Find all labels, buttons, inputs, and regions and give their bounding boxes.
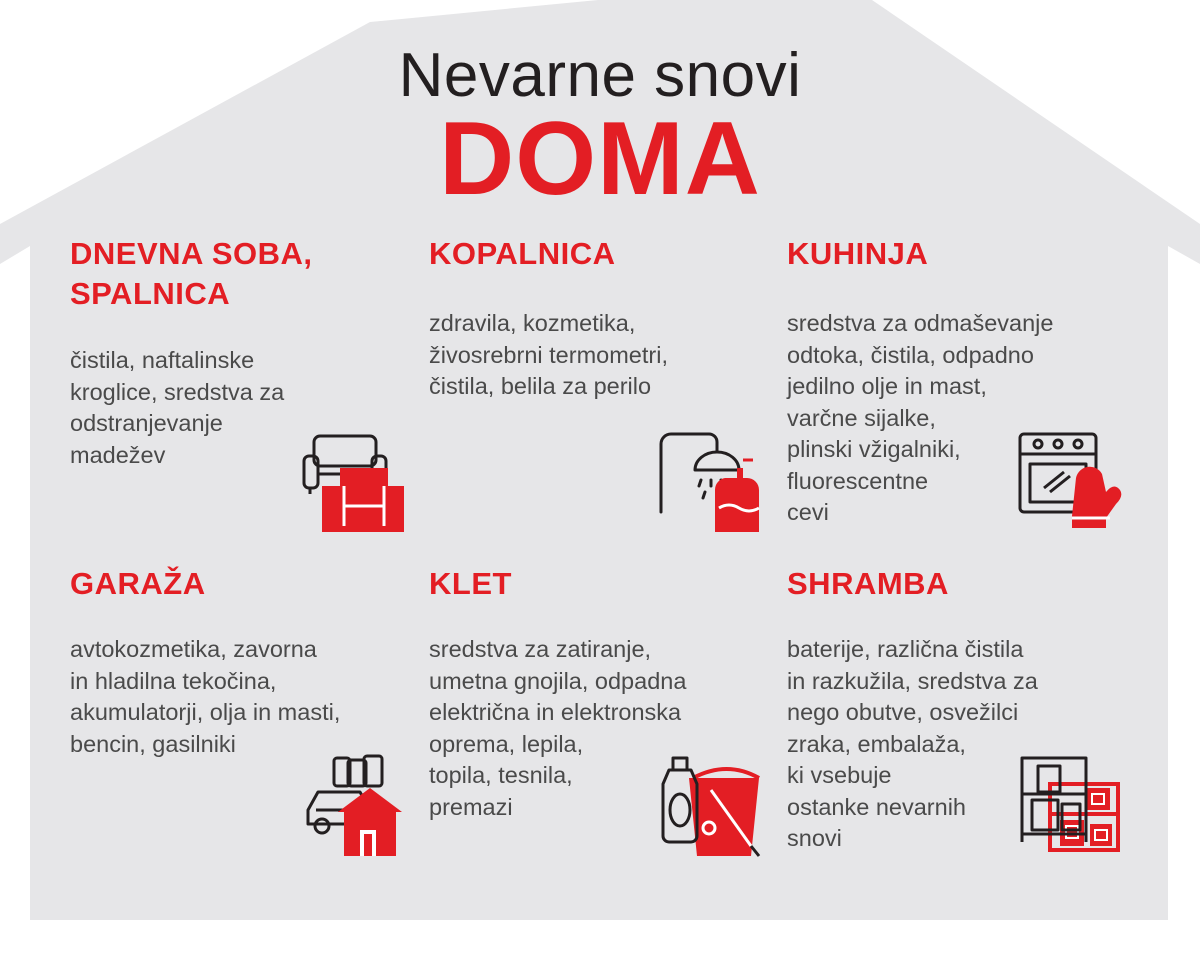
- room-title: KLET: [429, 566, 512, 601]
- room-kopalnica: [429, 234, 769, 403]
- sofa-armchair-icon: [300, 430, 408, 534]
- oven-mitt-icon: [1016, 430, 1124, 534]
- room-garaza: [70, 564, 410, 760]
- room-title: SHRAMBA: [787, 566, 949, 601]
- room-text: čistila, naftalinske kroglice, sredstva za odstranjevanje madežev: [70, 347, 285, 468]
- room-title: KUHINJA: [787, 236, 929, 271]
- room-text: avtokozmetika, zavorna in hladilna tekočina, akumulatorji, olja in masti, bencin, gasilniki: [70, 636, 341, 757]
- title-line-2: DOMA: [439, 101, 761, 217]
- bottle-bucket-icon: [655, 754, 763, 858]
- title-line-1: Nevarne snovi: [398, 41, 802, 110]
- room-title: KOPALNICA: [429, 236, 616, 271]
- room-title: GARAŽA: [70, 566, 206, 601]
- room-text: sredstva za odmaševanje odtoka, čistila, odpadno jedilno olje in mast, varčne sijalke, plinski vžigalniki, fluorescentne cevi: [787, 310, 1054, 525]
- car-garage-icon: [300, 754, 408, 858]
- room-text: baterije, različna čistila in razkužila, sredstva za nego obutve, osvežilci zraka, embalaža, ki vsebuje ostanke nevarnih snovi: [787, 636, 1038, 851]
- room-title: DNEVNA SOBA, SPALNICA: [70, 236, 313, 311]
- room-text: zdravila, kozmetika, živosrebrni termometri, čistila, belila za perilo: [429, 310, 668, 399]
- shower-bottle-icon: [655, 430, 763, 534]
- pantry-shelf-icon: [1016, 754, 1124, 858]
- room-text: sredstva za zatiranje, umetna gnojila, odpadna električna in elektronska oprema, lepila, topila, tesnila, premazi: [429, 636, 687, 820]
